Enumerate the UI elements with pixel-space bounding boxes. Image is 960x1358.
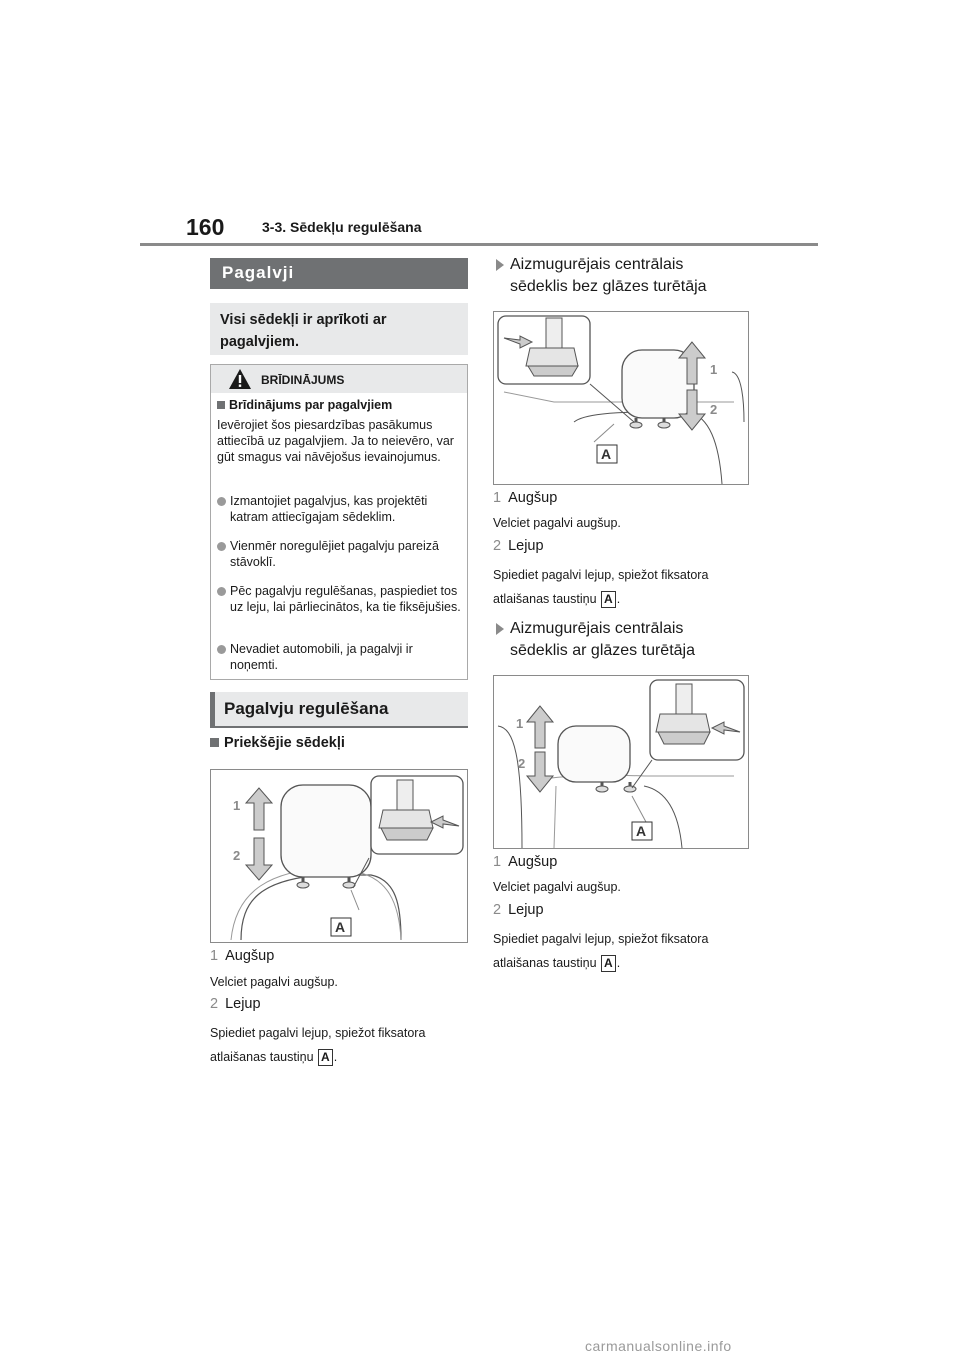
svg-text:1: 1 [516, 716, 524, 731]
triangle-bullet-icon [496, 623, 504, 635]
svg-text:1: 1 [710, 362, 718, 377]
heading-line-1: Aizmugurējais centrālais [510, 256, 684, 273]
front-step-down-desc-1: Spiediet pagalvi lejup, spiežot fiksatora [210, 1026, 426, 1040]
square-bullet-icon [210, 738, 219, 747]
headrests-intro [210, 303, 468, 355]
step-number: 2 [493, 538, 502, 554]
callout-a-box: A [601, 955, 616, 972]
rear-no-cup-step-down-desc-2 [493, 591, 620, 608]
section-title: 3-3. Sēdekļu regulēšana [262, 219, 422, 235]
figure-callout-a: A [601, 446, 612, 462]
rear-no-cup-illustration [494, 312, 748, 484]
bullet-dot-icon [217, 497, 226, 506]
warning-item-text: Nevadiet automobili, ja pagalvji ir noņemti. [230, 642, 413, 672]
rear-no-cup-step-up [493, 490, 557, 506]
desc-end: . [616, 591, 621, 606]
step-label: Augšup [508, 490, 558, 506]
callout-a-box: A [601, 591, 616, 608]
rear-cup-step-down-desc-1: Spiediet pagalvi lejup, spiežot fiksatora [493, 932, 709, 946]
step-number: 2 [493, 902, 502, 918]
heading-line-1: Aizmugurējais centrālais [510, 620, 684, 637]
svg-text:1: 1 [233, 798, 241, 813]
header-divider [140, 243, 818, 246]
square-bullet-icon [217, 401, 225, 409]
warning-body: Ievērojiet šos piesardzības pasākumus attiecībā uz pagalvjiem. Ja to neievēro, var gūt smagus vai nāvējošus ievainojumus. [217, 418, 454, 464]
warning-item-text: Vienmēr noregulējiet pagalvju pareizā stāvoklī. [230, 539, 439, 569]
warning-item-text: Pēc pagalvju regulēšanas, paspiediet tos uz leju, lai pārliecinātos, ka tie fiksējušies. [230, 584, 461, 614]
warning-item [217, 493, 461, 525]
front-headrest-figure [210, 769, 468, 943]
step-number: 1 [493, 854, 502, 870]
watermark: carmanualsonline.info [585, 1338, 732, 1354]
callout-a-box: A [318, 1049, 333, 1066]
rear-no-cup-heading [496, 254, 707, 298]
warning-subtitle [217, 398, 392, 412]
front-headrest-illustration [211, 770, 467, 942]
desc-end: . [616, 955, 621, 970]
rear-cup-step-up [493, 854, 557, 870]
headrests-intro-text: Visi sēdekļi ir aprīkoti ar pagalvjiem. [220, 312, 387, 350]
bullet-dot-icon [217, 542, 226, 551]
front-step-down-desc-2 [210, 1049, 337, 1066]
headrests-heading: Pagalvji [210, 258, 468, 289]
front-step-up [210, 948, 274, 964]
warning-subtitle-text: Brīdinājums par pagalvjiem [229, 398, 393, 412]
desc-end: . [333, 1049, 338, 1064]
warning-item [217, 538, 461, 570]
svg-text:2: 2 [518, 756, 526, 771]
warning-item [217, 583, 461, 615]
adjustment-heading-rule [210, 726, 468, 728]
step-number: 2 [210, 996, 219, 1012]
bullet-dot-icon [217, 587, 226, 596]
step-label: Lejup [508, 902, 544, 918]
page-number: 160 [186, 214, 225, 240]
triangle-bullet-icon [496, 259, 504, 271]
svg-text:2: 2 [233, 848, 241, 863]
rear-cup-heading [496, 618, 695, 662]
rear-cup-illustration [494, 676, 748, 848]
rear-cup-step-down [493, 902, 544, 918]
rear-cup-step-down-desc-2 [493, 955, 620, 972]
step-label: Augšup [225, 948, 275, 964]
heading-line-2: sēdeklis bez glāzes turētāja [510, 278, 707, 295]
adjustment-heading: Pagalvju regulēšana [210, 692, 468, 726]
step-number: 1 [210, 948, 219, 964]
desc-text: atlaišanas taustiņu [210, 1049, 314, 1064]
bullet-dot-icon [217, 645, 226, 654]
figure-callout-a: A [636, 823, 647, 839]
front-seats-heading [210, 735, 345, 751]
rear-no-cup-step-down-desc-1: Spiediet pagalvi lejup, spiežot fiksatora [493, 568, 709, 582]
step-label: Lejup [508, 538, 544, 554]
warning-item [217, 641, 461, 673]
rear-cup-step-up-desc: Velciet pagalvi augšup. [493, 880, 621, 894]
rear-no-cup-figure [493, 311, 749, 485]
heading-line-2: sēdeklis ar glāzes turētāja [510, 642, 695, 659]
figure-callout-a: A [335, 919, 346, 935]
front-step-up-desc: Velciet pagalvi augšup. [210, 975, 338, 989]
step-label: Augšup [508, 854, 558, 870]
front-seats-title: Priekšējie sēdekļi [224, 735, 345, 751]
warning-icon [228, 368, 252, 390]
desc-text: atlaišanas taustiņu [493, 955, 597, 970]
rear-cup-figure [493, 675, 749, 849]
rear-no-cup-step-up-desc: Velciet pagalvi augšup. [493, 516, 621, 530]
svg-text:2: 2 [710, 402, 718, 417]
step-number: 1 [493, 490, 502, 506]
front-step-down [210, 996, 261, 1012]
desc-text: atlaišanas taustiņu [493, 591, 597, 606]
warning-item-text: Izmantojiet pagalvjus, kas projektēti katram attiecīgajam sēdeklim. [230, 494, 428, 524]
step-label: Lejup [225, 996, 261, 1012]
warning-box [210, 364, 468, 680]
rear-no-cup-step-down [493, 538, 544, 554]
warning-title: BRĪDINĀJUMS [261, 373, 345, 387]
